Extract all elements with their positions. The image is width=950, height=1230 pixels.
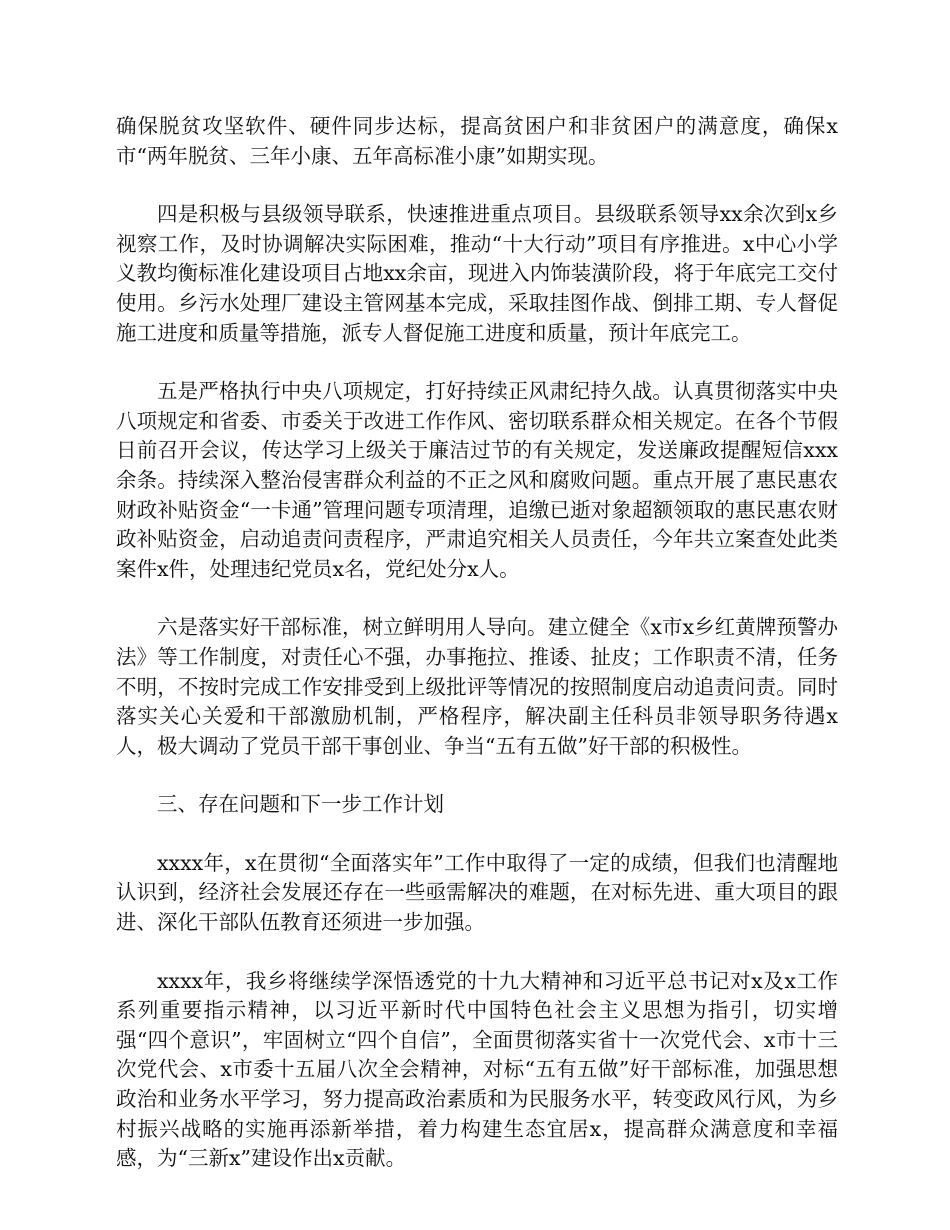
paragraph-key-projects: 四是积极与县级领导联系，快速推进重点项目。县级联系领导xx余次到x乡视察工作，及时协调解决实际困难，推动“十大行动”项目有序推进。x中心小学义教均衡标准化建设项目占地xx余亩，现进入内饰装潢阶段，将于年底完工交付使用。乡污水处理厂建设主管网基本完成，采取挂图作战、倒排工期、专人督促施工进度和质量等措施，派专人督促施工进度和质量，预计年底完工。: [116, 202, 838, 345]
document-body: [116, 112, 838, 1203]
paragraph-eight-rules: 五是严格执行中央八项规定，打好持续正风肃纪持久战。认真贯彻落实中央八项规定和省委、市委关于改进工作作风、密切联系群众相关规定。在各个节假日前召开会议，传达学习上级关于廉洁过节的有关规定，发送廉政提醒短信xxx余条。持续深入整治侵害群众利益的不正之风和腐败问题。重点开展了惠民惠农财政补贴资金“一卡通”管理问题专项清理，追缴已逝对象超额领取的惠民惠农财政补贴资金，启动追责问责程序，严肃追究相关人员责任，今年共立案查处此类案件x件，处理违纪党员x名，党纪处分x人。: [116, 379, 838, 581]
paragraph-next-year-plan: xxxx年，我乡将继续学深悟透党的十九大精神和习近平总书记对x及x工作系列重要指示精神，以习近平新时代中国特色社会主义思想为指引，切实增强“四个意识”，牢固树立“四个自信”，全面贯彻落实省十一次党代会、x市十三次党代会、x市委十五届八次全会精神，对标“五有五做”好干部标准，加强思想政治和业务水平学习，努力提高政治素质和为民服务水平，转变政风行风，为乡村振兴战略的实施再添新举措，着力构建生态宜居x，提高群众满意度和幸福感，为“三新x”建设作出x贡献。: [116, 968, 838, 1171]
section-heading: 三、存在问题和下一步工作计划: [157, 792, 444, 817]
paragraph-problems: xxxx年，x在贯彻“全面落实年”工作中取得了一定的成绩，但我们也清醒地认识到，经济社会发展还存在一些亟需解决的难题，在对标先进、重大项目的跟进、深化干部队伍教育还须进一步加强。: [116, 850, 838, 935]
paragraph-continuation: 确保脱贫攻坚软件、硬件同步达标，提高贫困户和非贫困户的满意度，确保x市“两年脱贫、三年小康、五年高标准小康”如期实现。: [116, 114, 838, 168]
paragraph-cadre-standards: 六是落实好干部标准，树立鲜明用人导向。建立健全《x市x乡红黄牌预警办法》等工作制度，对责任心不强，办事拖拉、推诿、扯皮；工作职责不清，任务不明，不按时完成工作安排受到上级批评等情况的按照制度启动追责问责。同时落实关心关爱和干部激励机制，严格程序，解决副主任科员非领导职务待遇x人，极大调动了党员干部干事创业、争当“五有五做”好干部的积极性。: [116, 615, 838, 758]
